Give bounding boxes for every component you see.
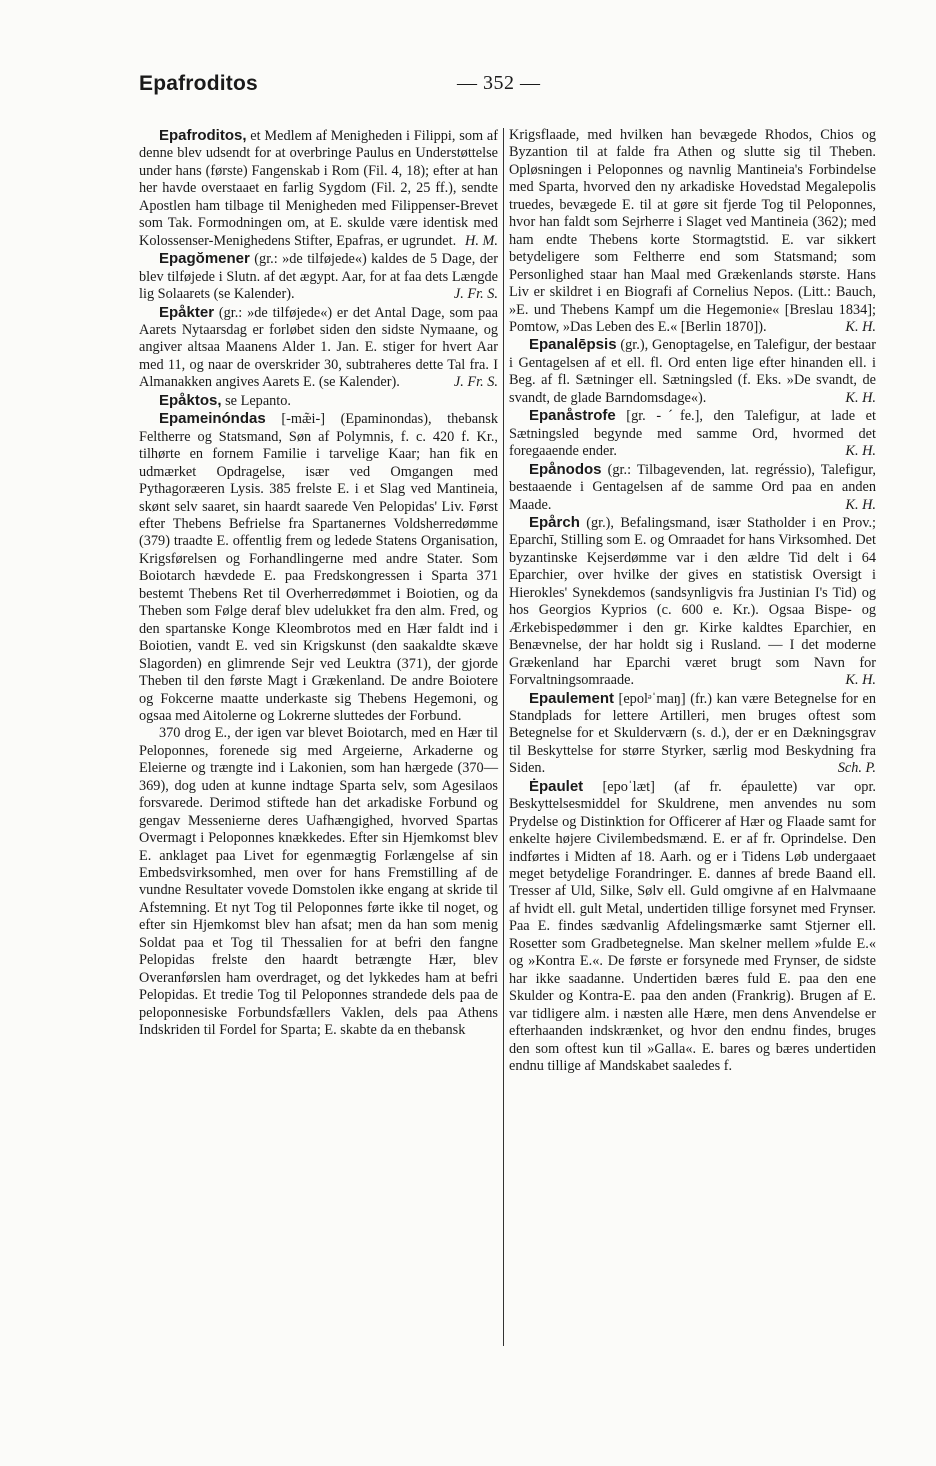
- entry-eparch: [509, 514, 876, 690]
- headword: Epåktos,: [159, 391, 222, 409]
- author-signature: K. H.: [845, 443, 876, 460]
- headword: Epameinóndas: [159, 410, 266, 428]
- entry-epameinondas: [139, 410, 498, 725]
- author-signature: K. H.: [845, 389, 876, 406]
- entry-epaulet: [509, 778, 876, 1076]
- author-signature: H. M.: [465, 232, 498, 249]
- entry-text: et Medlem af Menigheden i Filippi, som af denne blev udsendt for at overbringe Paulus en Understøttelse under hans (første) Fangenskab i Rom (Fil. 4, 18); efter at han her havde overstaaet en farlig Sygdom (Fil. 2, 25 ff.), sendte Apostlen ham tilbage til Menigheden med Filippenser-Brevet som Tak. Formodningen om, at E. skulde være identisk med Kolossenser-Menighedens Stifter, Epafras, er ugrundet.: [139, 128, 498, 249]
- entry-epaulement: [509, 690, 876, 778]
- entry-text: Krigsflaade, med hvilken han bevægede Rhodos, Chios og Byzantion til at falde fra Athen og slutte sig til Theben. Opløsningen i Peloponnes og navnlig Mantineia's Forbindelse med Sparta, hvorved den ny arkadiske Hovedstad Megalepolis truedes, bevægede E. til at gøre sit fjerde Tog til Peloponnes, hvor han faldt som Sejrherre i Slaget ved Mantineia (362); med ham endte Thebens korte Stormagtstid. E. var sikkert betydeligere som Feltherre end som Statsmand; som Personlighed staar han Maal med Grækenlands største. Hans Liv er skildret i en Biografi af Cornelius Nepos. (Litt.: Bauch, »E. und Thebens Kampf um die Hegemonie« [Breslau 1834]; Pomtow, »Das Leben des E.« [Berlin 1870]).: [509, 127, 876, 335]
- headword: Epafroditos,: [159, 127, 247, 144]
- author-signature: K. H.: [845, 318, 876, 335]
- headword: Epanalēpsis: [529, 336, 617, 354]
- entry-epanodos: [509, 461, 876, 514]
- page-number: — 352 —: [457, 72, 541, 94]
- entry-text: [-mæ̃i-] (Epaminondas), thebansk Feltherre og Statsmand, Søn af Polymnis, f. c. 420 f. Kr., tilhørte en fornem Familie i tarvelige Kaar; han fik en udmærket Opdragelse, især ved Omgangen med Pythagoræeren Lysis. 385 frelste E. i et Slag ved Mantineia, skønt selv saaret, sin haardt saarede Ven Pelopidas' Liv. Først efter Thebens Befrielse fra Spartanernes Voldsherredømme (379) traadte E. offentlig frem og ledede Statens Organisation, Krigsførelsen og Forhandlingerne med andre Stater. Som Boiotarch hævdede E. paa Fredskongressen i Sparta 371 bestemt Thebens Ret til Overherredømmet i Boiotien, og da Theben som Følge deraf blev udelukket fra den alm. Fred, og den spartanske Konge Kleombrotos med en Hær faldt ind i Boiotien, vandt E. ved sin Krigskunst (den saakaldte skæve Slagorden) en glimrende Sejr ved Leuktra (371), der gjorde Theben til den første Magt i Grækenland. De andre Boiotere og Fokcerne maatte underkaste sig Thebens Hegemoni, og ogsaa med Aitolerne og Lokrerne sluttedes der Forbund.: [139, 411, 498, 724]
- running-title: Epafroditos: [139, 72, 258, 95]
- entry-epaktos: [139, 392, 498, 410]
- headword: Epåkter: [159, 303, 215, 321]
- column-divider: [503, 128, 504, 1346]
- entry-text: [gr. -ˊfe.], den Talefigur, at lade et Sætningsled begynde med samme Ord, hvormed det foregaaende ender.: [509, 408, 876, 460]
- headword: Epaulement: [529, 689, 615, 707]
- entry-text: (gr.), Befalingsmand, især Statholder i en Prov.; Eparchī, Stilling som E. og Omraadet for hans Virksomhed. Det byzantinske Kejserdømme var i den ældre Tid delt i 64 Eparchier, over hvilke der gives en statistisk Oversigt i Hierokles' Synekdemos (sandsynligvis fra Justinian I's Tid) og hos Georgios Kyprios (c. 600 e. Kr.). Ogsaa Bispe- og Ærkebispedømmer i den gr. Kirke kaldtes Eparchier, en Benævnelse, der har holdt sig i Rusland. — I det moderne Grækenland har Eparchi været brugt som Navn for Forvaltningsomraade.: [509, 514, 876, 689]
- author-signature: J. Fr. S.: [453, 286, 498, 303]
- page-header: [139, 72, 789, 102]
- author-signature: Sch. P.: [837, 760, 876, 777]
- entry-text: 370 drog E., der igen var blevet Boiotarch, med en Hær til Peloponnes, forenede sig med Argeierne, Arkaderne og Eleierne og trængte ind i Lakonien, som han hærgede (370—369), dog uden at kunne indtage Sparta selv, som Agesilaos forsvarede. Derimod stiftede han det arkadiske Forbund og gengav Messenierne deres Uafhængighed, hvorved Spartas Overmagt i Peloponnes knækkedes. Efter sin Hjemkomst blev E. anklaget paa Livet for egenmægtig Forlængelse af sin Embedsvirksomhed, men over for hans Fremstilling af de vundne Resultater vovede Domstolen ikke engang at skride til Afstemning. Et nyt Tog til Peloponnes førte ikke til noget, og efter sin Hjemkomst blev han afsat; men da han som menig Soldat paa et Tog til Thessalien for at befri den fangne Pelopidas frelste den haardt betrængte Hær, blev Overanførslen ham overdraget, og det lykkedes ham at befri Pelopidas. Et tredie Tog til Peloponnes strandede dels paa de peloponnesiske Forbundsfællers Vaklen, dels paa Athens Indskriden til Fordel for Sparta; E. skabte da en thebansk: [139, 725, 498, 1039]
- headword: Ėpaulet: [529, 777, 584, 795]
- headword: Epanåstrofe: [529, 407, 616, 425]
- entry-text: (gr.: »de tilføjede«) kaldes de 5 Dage, der blev tilføjede i Slutn. af det ægypt. Aar, for at faa dets Længde lig Solaarets (se Kalender).: [139, 251, 498, 303]
- entry-text: (gr.: Tilbagevenden, lat. regréssio), Talefigur, bestaaende i Gentagelsen af de samme Ord paa en anden Maade.: [509, 461, 876, 513]
- entry-text: [epolᵊˈmaŋ] (fr.) kan være Betegnelse for en Standplads for lettere Artilleri, men bruges oftest som Betegnelse for et Skulderværn (s. d.), der er en Dækningsgrav til Beskyttelse for større Styrker, særlig mod Beskydning fra Siden.: [509, 690, 876, 777]
- headword: Epårch: [529, 513, 580, 531]
- headword: Epånodos: [529, 460, 602, 478]
- entry-epameinondas-continued: [139, 725, 498, 1039]
- entry-epafroditos: [139, 127, 498, 250]
- headword: Epagŏmener: [159, 250, 250, 268]
- author-signature: J. Fr. S.: [453, 374, 498, 391]
- entry-epagomener: [139, 250, 498, 303]
- entry-epanastrofe: [509, 407, 876, 460]
- entry-text: [epoˈlæt] (af fr. épaulette) var opr. Beskyttelsesmiddel for Skuldrene, men anvendes nu som Prydelse og Distinktion for Officerer af Hær og Flaade samt for enkelte højere Civilembedsmænd. E. er af fr. Oprindelse. Den indførtes i Midten af 18. Aarh. og er i Tidens Løb undergaaet meget betydelige Forandringer. E. dannes af brede Baand ell. Tresser af Uld, Silke, Sølv ell. Guld omgivne af en Halvmaane af hvidt ell. gult Metal, undertiden tillige forsynet med Frynser. Paa E. findes sædvanlig Afdelingsmærke samt Stjerner ell. Rosetter som Gradbetegnelse. Man skelner mellem »fulde E.« og »Kontra E.«. De første er forsynede med Frynser, de sidste har ikke saadanne. Undertiden bæres fuld E. paa den ene Skulder og Kontra-E. paa den anden (Frankrig). Brugen af E. var tidligere alm. i næsten alle Hære, men dens Anvendelse er efterhaanden indskrænket, og hvor den endnu findes, bruges den som oftest kun til »Galla«. E. bares og bæres undertiden endnu tillige af Mandskabet saaledes f.: [509, 778, 876, 1075]
- entry-text: se Lepanto.: [221, 392, 292, 409]
- entry-epameinondas-end: [509, 127, 876, 336]
- right-column: [509, 127, 876, 1075]
- entry-epanalepsis: [509, 336, 876, 407]
- entry-text: (gr.: »de tilføjede«) er det Antal Dage, som paa Aarets Nytaarsdag er forløbet siden den sidste Nymaane, og angiver altsaa Maanens Alder 1. Jan. E. stiger for hvert Aar med 11, og naar de overskrider 30, subtraheres dette Tal fra. I Almanakken angives Aarets E. (se Kalender).: [139, 304, 498, 391]
- entry-epakter: [139, 304, 498, 392]
- entry-text: (gr.), Genoptagelse, en Talefigur, der bestaar i Gentagelsen af et ell. fl. Ord enten lige efter hinanden ell. i Beg. af fl. Sætninger ell. Sætningsled (f. Eks. »De svandt, de svandt, de glade Barndomsdage«).: [509, 337, 876, 406]
- author-signature: K. H.: [845, 496, 876, 513]
- left-column: [139, 127, 498, 1040]
- author-signature: K. H.: [845, 672, 876, 689]
